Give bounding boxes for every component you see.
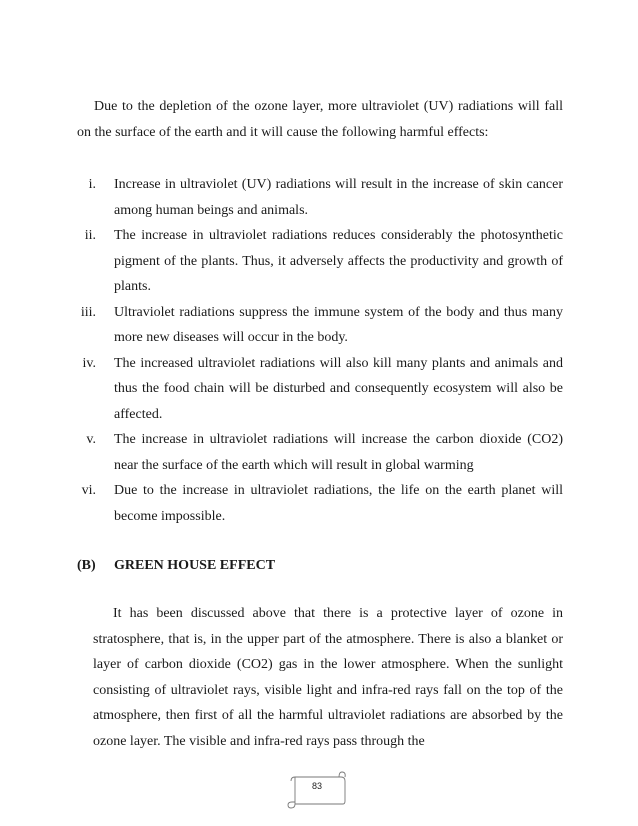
page-number-scroll <box>286 768 348 810</box>
intro-text: Due to the depletion of the ozone layer, more ultraviolet (UV) radiations will fall on the surface of the earth and it will cause the following harmful effects: <box>77 99 563 140</box>
list-item-number: iv. <box>82 355 96 371</box>
list-item-number: iii. <box>80 304 96 320</box>
list-item <box>77 300 563 351</box>
list-item-text: Increase in ultraviolet (UV) radiations will result in the increase of skin cancer among human beings and animals. <box>114 177 563 218</box>
list-item-text: Due to the increase in ultraviolet radiations, the life on the earth planet will become impossible. <box>114 483 563 524</box>
list-item-number: v. <box>86 432 96 447</box>
list-item <box>77 223 563 300</box>
body-text: It has been discussed above that there is a protective layer of ozone in stratosphere, that is, in the upper part of the atmosphere. There is also a blanket or layer of carbon dioxide (CO2) gas in the lower atmosphere. When the sunlight consisting of ultraviolet rays, visible light and infra-red rays fall on the top of the atmosphere, then first of all the harmful ultraviolet radiations are absorbed by the ozone layer. The visible and infra-red rays pass through the <box>93 606 563 749</box>
section-heading <box>77 553 275 579</box>
list-item <box>77 172 563 223</box>
list-item-text: The increased ultraviolet radiations will also kill many plants and animals and thus the food chain will be disturbed and consequently ecosystem will also be affected. <box>114 355 563 422</box>
intro-paragraph <box>77 94 563 146</box>
list-item-number: vi. <box>81 483 96 498</box>
page-number: 83 <box>311 781 322 791</box>
list-item-number: i. <box>88 177 96 192</box>
list-item <box>77 478 563 529</box>
list-item-number: ii. <box>84 228 96 243</box>
list-item-text: The increase in ultraviolet radiations will increase the carbon dioxide (CO2) near the surface of the earth which will result in global warming <box>114 432 563 473</box>
section-title: GREEN HOUSE EFFECT <box>114 558 276 573</box>
list-item-text: Ultraviolet radiations suppress the immune system of the body and thus many more new diseases will occur in the body. <box>114 304 563 345</box>
list-item <box>77 351 563 428</box>
list-item <box>77 427 563 478</box>
list-item-text: The increase in ultraviolet radiations reduces considerably the photosynthetic pigment of the plants. Thus, it adversely affects the productivity and growth of plants. <box>114 228 563 294</box>
section-label: (B) <box>77 558 96 573</box>
harmful-effects-list <box>77 172 563 529</box>
body-paragraph <box>93 601 563 754</box>
